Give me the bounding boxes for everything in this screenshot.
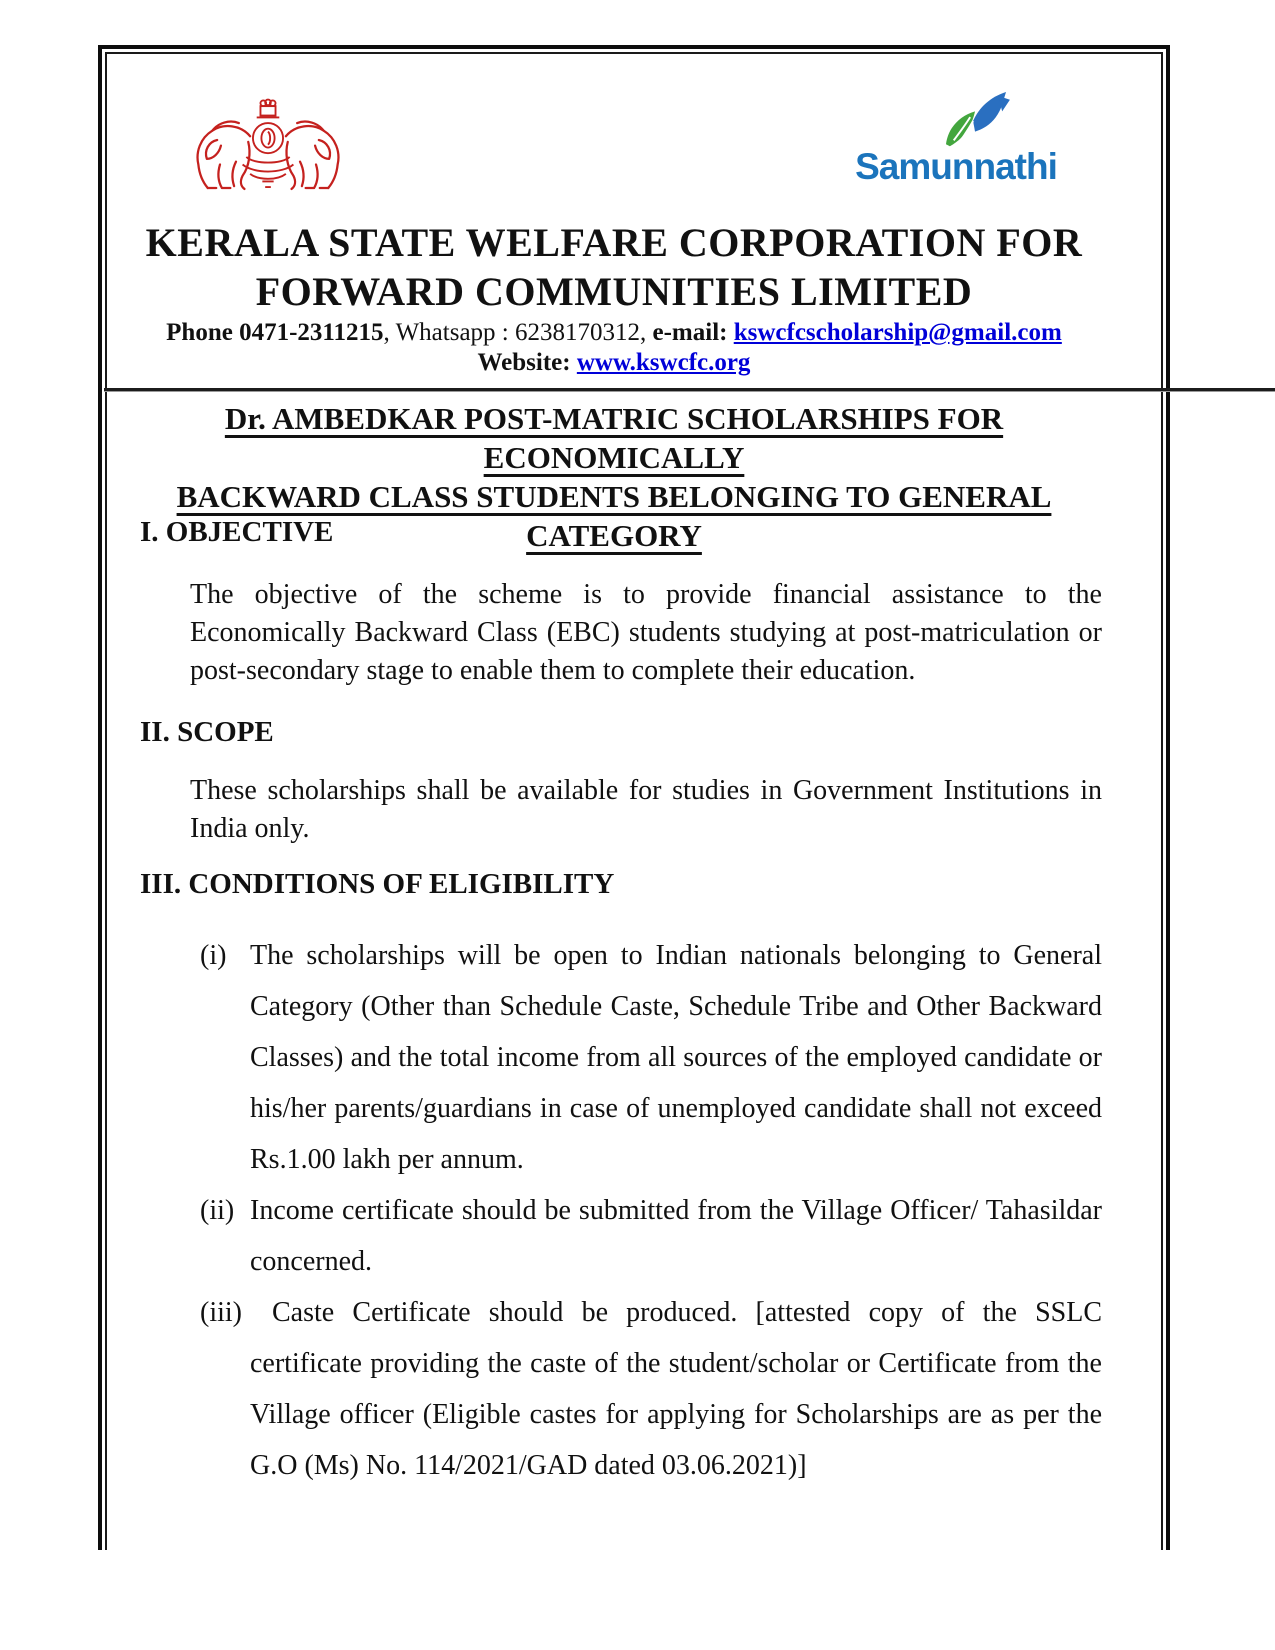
eligibility-item-3 (140, 1287, 1102, 1491)
kerala-state-emblem-icon (188, 98, 348, 198)
org-title-line1: KERALA STATE WELFARE CORPORATION FOR (145, 220, 1083, 265)
header-divider (104, 388, 1275, 392)
samunnathi-logo-text: Samunnathi (855, 146, 1057, 187)
notice-heading-line1: Dr. AMBEDKAR POST-MATRIC SCHOLARSHIPS FOR ECONOMICALLY (224, 401, 1004, 475)
website-link[interactable]: www.kswcfc.org (576, 349, 751, 376)
scope-paragraph: These scholarships shall be available for studies in Government Institutions in India only. (190, 775, 1102, 844)
notice-heading-line2: BACKWARD CLASS STUDENTS BELONGING TO GENERAL CATEGORY (176, 479, 1052, 553)
contact-line (98, 318, 1130, 348)
item-text-1: The scholarships will be open to Indian nationals belonging to General Category (Other than Schedule Caste, Schedule Tribe and Other Backward Classes) and the total income from all sources of the employed candidate or his/her parents/guardians in case of unemployed candidate shall not exceed Rs.1.00 lakh per annum. (250, 940, 1102, 1175)
website-line (98, 348, 1130, 378)
eligibility-item-2 (140, 1185, 1102, 1287)
whatsapp-number: , Whatsapp : 6238170312, (383, 319, 653, 346)
item-marker-3: (iii) (200, 1297, 242, 1328)
objective-paragraph: The objective of the scheme is to provide financial assistance to the Economically Backward Class (EBC) students studying at post-matriculation or post-secondary stage to enable them to complete their education. (190, 579, 1102, 686)
item-text-3: Caste Certificate should be produced. [attested copy of the SSLC certificate providing the caste of the student/scholar or Certificate from the Village officer (Eligible castes for applying for Scholarships are as per the G.O (Ms) No. 114/2021/GAD dated 03.06.2021)] (250, 1297, 1102, 1481)
item-marker-1: (i) (200, 940, 227, 971)
org-title (98, 218, 1130, 316)
eligibility-item-1 (140, 930, 1102, 1185)
phone-number: Phone 0471-2311215 (166, 319, 384, 346)
item-text-2: Income certificate should be submitted from the Village Officer/ Tahasildar concerned. (250, 1195, 1102, 1277)
samunnathi-hand-icon (940, 90, 1012, 152)
website-label: Website: (477, 349, 577, 376)
email-link[interactable]: kswcfcscholarship@gmail.com (733, 319, 1062, 346)
letterhead (98, 218, 1130, 378)
item-marker-2: (ii) (200, 1195, 235, 1226)
document-body (140, 516, 1102, 1491)
section-title-eligibility: III. CONDITIONS OF ELIGIBILITY (140, 868, 615, 900)
samunnathi-logo (836, 90, 1076, 185)
section-title-scope: II. SCOPE (140, 716, 274, 748)
email-label: e-mail: (652, 319, 734, 346)
section-title-objective: I. OBJECTIVE (140, 516, 334, 548)
eligibility-list (140, 930, 1102, 1491)
org-title-line2: FORWARD COMMUNITIES LIMITED (255, 269, 973, 314)
